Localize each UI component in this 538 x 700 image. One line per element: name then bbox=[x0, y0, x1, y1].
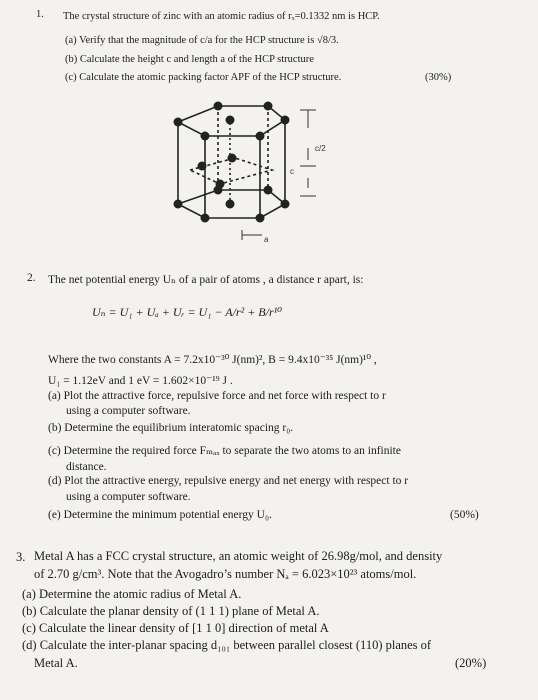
q3-part-d: (d) Calculate the inter-planar spacing d₁₀₁ between parallel closest (110) planes of bbox=[22, 638, 432, 652]
q3-part-a: (a) Determine the atomic radius of Metal A. bbox=[22, 587, 242, 601]
hcp-unit-cell-diagram bbox=[160, 98, 360, 258]
q2-number: 2. bbox=[27, 272, 36, 284]
q3-part-d-cont: Metal A. bbox=[34, 656, 78, 670]
q3-number: 3. bbox=[16, 550, 26, 564]
q2-equation: Uₙ = U₁ + Uₐ + Uᵣ = U₁ − A/r² + B/r¹⁰ bbox=[92, 305, 283, 319]
hcp-dimension-markers bbox=[242, 110, 316, 240]
q3-part-c: (c) Calculate the linear density of [1 1 0] direction of metal A bbox=[22, 621, 329, 635]
q3-part-b: (b) Calculate the planar density of (1 1 1) plane of Metal A. bbox=[22, 604, 320, 618]
q3-stem: Metal A has a FCC crystal structure, an atomic weight of 26.98g/mol, and density bbox=[34, 549, 443, 563]
q2-part-a: (a) Plot the attractive force, repulsive force and net force with respect to r bbox=[48, 390, 386, 402]
q2-part-c-cont: distance. bbox=[66, 461, 107, 473]
q2-part-b: (b) Determine the equilibrium interatomic spacing r₀. bbox=[48, 422, 294, 434]
q2-constants: Where the two constants A = 7.2x10⁻³⁰ J(nm)², B = 9.4x10⁻³⁵ J(nm)¹⁰ , bbox=[48, 354, 377, 366]
q1-part-b: (b) Calculate the height c and length a of the HCP structure bbox=[65, 54, 314, 65]
q2-part-d: (d) Plot the attractive energy, repulsive energy and net energy with respect to r bbox=[48, 475, 409, 487]
q3-stem-cont: of 2.70 g/cm³. Note that the Avogadro’s number Nₐ = 6.023×10²³ atoms/mol. bbox=[34, 567, 417, 581]
q2-part-e: (e) Determine the minimum potential energy U₀. bbox=[48, 509, 272, 521]
q2-constants-2: U₁ = 1.12eV and 1 eV = 1.602×10⁻¹⁹ J . bbox=[48, 375, 233, 387]
q2-part-c: (c) Determine the required force Fₘₐₓ to separate the two atoms to an infinite bbox=[48, 445, 401, 457]
q2-stem: The net potential energy Uₙ of a pair of atoms , a distance r apart, is: bbox=[48, 274, 364, 286]
q2-part-a-cont: using a computer software. bbox=[66, 405, 191, 417]
q3-percent: (20%) bbox=[455, 656, 487, 670]
label-a: a bbox=[264, 235, 269, 244]
q2-percent: (50%) bbox=[450, 509, 479, 521]
q1-stem: The crystal structure of zinc with an atomic radius of rₓ=0.1332 nm is HCP. bbox=[63, 11, 380, 22]
q1-number: 1. bbox=[36, 9, 44, 20]
hcp-atoms bbox=[174, 102, 290, 223]
q1-part-c: (c) Calculate the atomic packing factor APF of the HCP structure. bbox=[65, 72, 342, 83]
q1-part-a: (a) Verify that the magnitude of c/a for the HCP structure is √8/3. bbox=[65, 35, 339, 46]
q2-part-d-cont: using a computer software. bbox=[66, 491, 191, 503]
label-c: c bbox=[290, 167, 294, 176]
label-c-half: c/2 bbox=[315, 144, 326, 153]
q1-percent: (30%) bbox=[425, 72, 452, 83]
